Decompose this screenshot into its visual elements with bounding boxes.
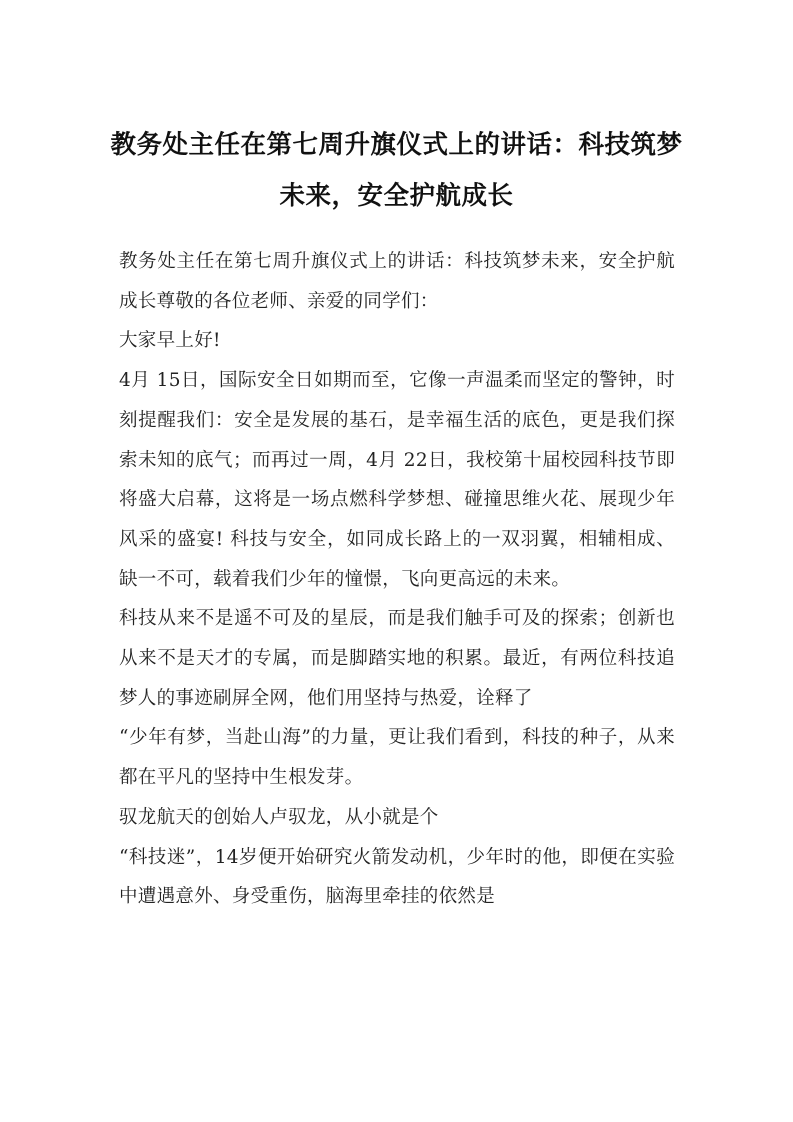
paragraph-technology: 科技从来不是遥不可及的星辰，而是我们触手可及的探索；创新也从来不是天才的专属，而是脚踏实地的积累。最近，有两位科技追梦人的事迹刷屏全网，他们用坚持与热爱，诠释了	[119, 608, 675, 709]
paragraph-tech-fan: “科技迷”，14岁便开始研究火箭发动机，少年时的他，即便在实验中遭遇意外、身受重伤，脑海里牵挂的依然是	[119, 846, 675, 908]
paragraph-morning: 大家早上好!	[119, 330, 221, 352]
paragraph-greeting: 教务处主任在第七周升旗仪式上的讲话：科技筑梦未来，安全护航成长尊敬的各位老师、亲爱的同学们：	[119, 251, 675, 312]
document-body	[119, 242, 675, 917]
paragraph-founder: 驭龙航天的创始人卢驭龙，从小就是个	[119, 806, 439, 828]
paragraph-dream: “少年有梦，当赴山海”的力量，更让我们看到，科技的种子，从来都在平凡的坚持中生根发芽。	[119, 727, 675, 789]
paragraph-safety-day: 4月 15日，国际安全日如期而至，它像一声温柔而坚定的警钟，时刻提醒我们：安全是发展的基石，是幸福生活的底色，更是我们探索未知的底气；而再过一周，4月 22日，我校第十届校园科技节即将盛大启幕，这将是一场点燃科学梦想、碰撞思维火花、展现少年风采的盛宴! 科技与安全，如同成长路上的一双羽翼，相辅相成、缺一不可，载着我们少年的憧憬，飞向更高远的未来。	[119, 370, 675, 590]
document-title: 教务处主任在第七周升旗仪式上的讲话：科技筑梦未来，安全护航成长	[110, 130, 683, 211]
